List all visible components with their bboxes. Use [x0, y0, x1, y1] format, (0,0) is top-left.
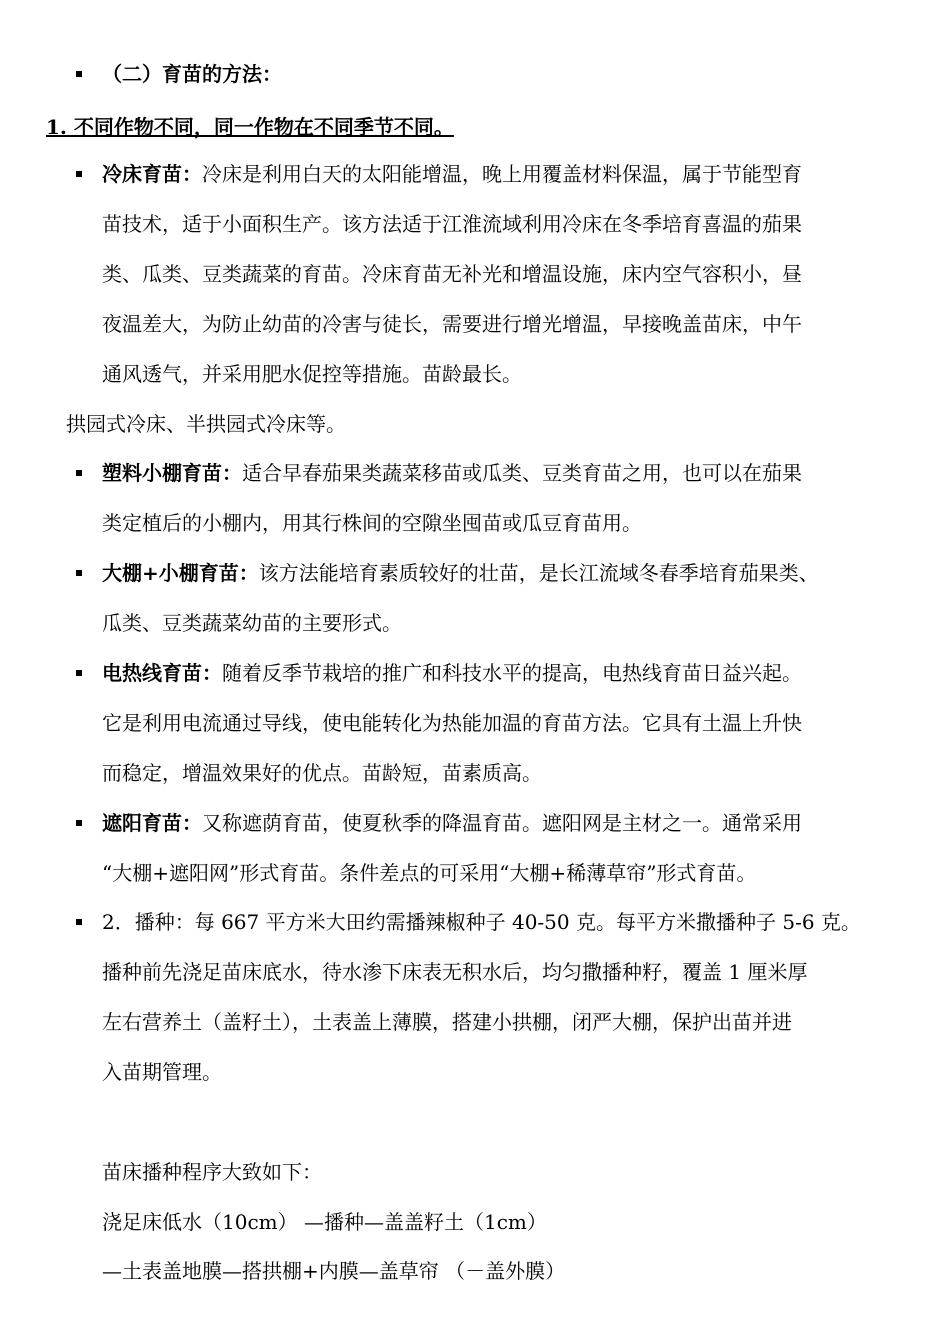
cold-bed-line-3: 类、瓜类、豆类蔬菜的育苗。冷床育苗无补光和增温设施，床内空气容积小，昼 [102, 262, 802, 286]
cold-bed-line-2: 苗技术，适于小面积生产。该方法适于江淮流域利用冷床在冬季培育喜温的茄果 [102, 212, 802, 236]
plastic-tunnel-line-1: 塑料小棚育苗：适合早春茄果类蔬菜移苗或瓜类、豆类育苗之用，也可以在茄果 [102, 461, 802, 485]
sowing-line-3: 左右营养土（盖籽土），土表盖上薄膜，搭建小拱棚，闭严大棚，保护出苗并进 [102, 1010, 792, 1034]
greenhouse-tunnel-title: 大棚+小棚育苗： [102, 561, 259, 585]
bullet-icon [76, 570, 82, 576]
bullet-icon [76, 71, 82, 77]
plastic-tunnel-line-2: 类定植后的小棚内，用其行株间的空隙坐囤苗或瓜豆育苗用。 [102, 511, 642, 535]
bullet-icon [76, 470, 82, 476]
bullet-icon [76, 670, 82, 676]
cold-bed-line-4: 夜温差大，为防止幼苗的冷害与徒长，需要进行增光增温，早接晚盖苗床，中午 [102, 312, 802, 336]
bullet-icon [76, 820, 82, 826]
shade-title: 遮阳育苗： [102, 811, 202, 835]
section-heading: （二）育苗的方法： [102, 62, 282, 86]
bullet-icon [76, 171, 82, 177]
heating-wire-line-3: 而稳定，增温效果好的优点。苗龄短，苗素质高。 [102, 761, 542, 785]
arch-cold-bed-line: 拱园式冷床、半拱园式冷床等。 [66, 412, 346, 436]
cold-bed-line-5: 通风透气，并采用肥水促控等措施。苗龄最长。 [102, 362, 522, 386]
subheading: 1. 不同作物不同，同一作物在不同季节不同。 [46, 115, 454, 139]
sowing-line-2: 播种前先浇足苗床底水，待水渗下床表无积水后，均匀撒播种籽，覆盖 1 厘米厚 [102, 960, 808, 984]
shade-line-1: 遮阳育苗：又称遮荫育苗，使夏秋季的降温育苗。遮阳网是主材之一。通常采用 [102, 811, 802, 835]
greenhouse-tunnel-line-1: 大棚+小棚育苗：该方法能培育素质较好的壮苗，是长江流域冬春季培育茄果类、 [102, 561, 819, 585]
procedure-step-1: 浇足床低水（10cm） —播种—盖盖籽土（1cm） [102, 1210, 547, 1234]
sowing-line-4: 入苗期管理。 [102, 1060, 222, 1084]
shade-line-2: “大棚+遮阳网”形式育苗。条件差点的可采用“大棚+稀薄草帘”形式育苗。 [102, 861, 757, 885]
cold-bed-title: 冷床育苗： [102, 162, 202, 186]
greenhouse-tunnel-line-2: 瓜类、豆类蔬菜幼苗的主要形式。 [102, 611, 402, 635]
heating-wire-line-1: 电热线育苗：随着反季节栽培的推广和科技水平的提高，电热线育苗日益兴起。 [102, 661, 802, 685]
heating-wire-title: 电热线育苗： [102, 661, 222, 685]
heating-wire-line-2: 它是利用电流通过导线，使电能转化为热能加温的育苗方法。它具有土温上升快 [102, 711, 802, 735]
bullet-icon [76, 919, 82, 925]
procedure-intro: 苗床播种程序大致如下： [102, 1160, 322, 1184]
plastic-tunnel-title: 塑料小棚育苗： [102, 461, 242, 485]
cold-bed-line-1: 冷床育苗：冷床是利用白天的太阳能增温，晚上用覆盖材料保温，属于节能型育 [102, 162, 802, 186]
procedure-step-2: —土表盖地膜—搭拱棚+内膜—盖草帘 （－盖外膜） [102, 1259, 566, 1283]
sowing-line-1: 2．播种：每 667 平方米大田约需播辣椒种子 40-50 克。每平方米撒播种子 5-6 克。 [102, 910, 861, 934]
